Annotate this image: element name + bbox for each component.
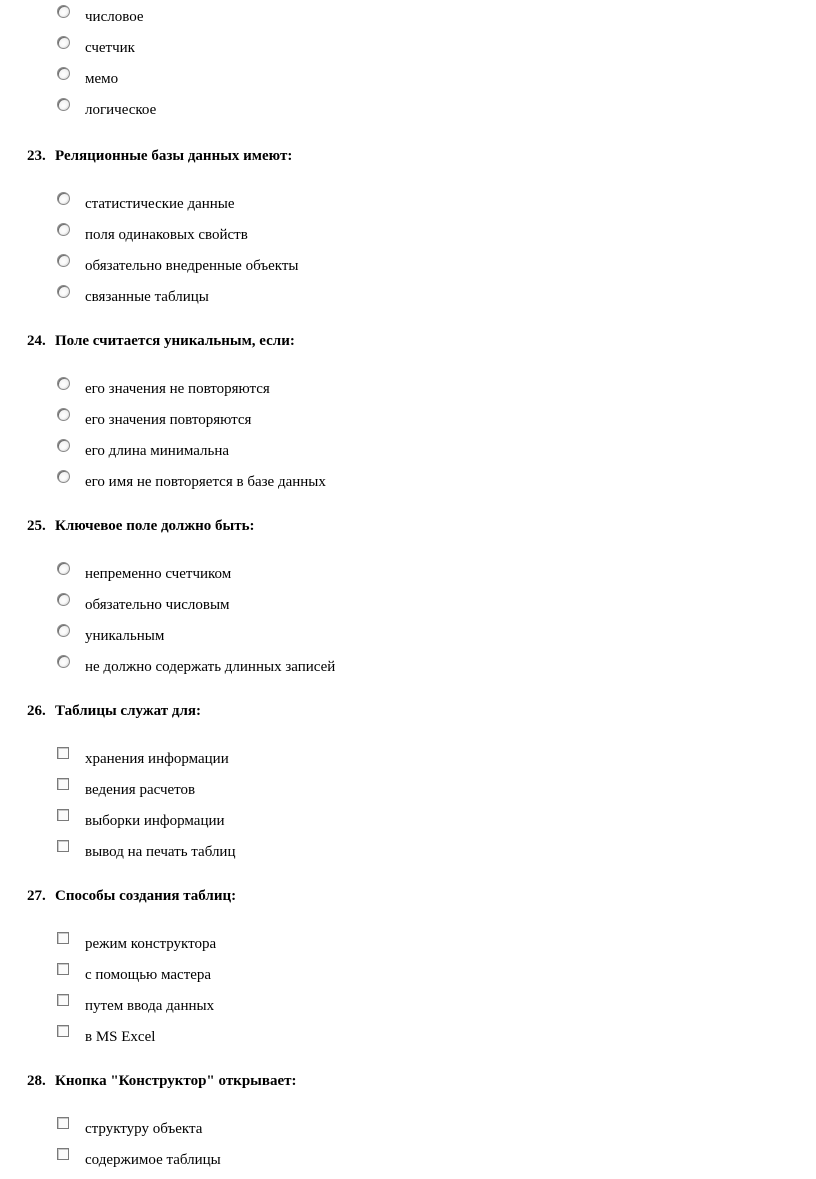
radio-button[interactable] bbox=[57, 36, 70, 49]
checkbox[interactable] bbox=[57, 809, 69, 821]
option-label: мемо bbox=[85, 71, 119, 87]
question-number: 24. bbox=[27, 333, 46, 349]
option-25-1[interactable] bbox=[55, 562, 755, 593]
question-28-heading bbox=[27, 1072, 297, 1090]
option-24-2[interactable] bbox=[55, 408, 755, 439]
option-24-4[interactable] bbox=[55, 470, 755, 501]
radio-button[interactable] bbox=[57, 593, 70, 606]
option-25-4[interactable] bbox=[55, 655, 755, 686]
option-label: хранения информации bbox=[85, 751, 229, 767]
option-label: не должно содержать длинных записей bbox=[85, 659, 336, 675]
question-text: Кнопка "Конструктор" открывает: bbox=[55, 1073, 297, 1089]
option-label: счетчик bbox=[85, 40, 135, 56]
option-label: его значения не повторяются bbox=[85, 381, 270, 397]
option-label: структуру объекта bbox=[85, 1121, 203, 1137]
checkbox[interactable] bbox=[57, 963, 69, 975]
option-22-3[interactable] bbox=[55, 67, 755, 98]
question-number: 26. bbox=[27, 703, 46, 719]
option-label: его значения повторяются bbox=[85, 412, 252, 428]
question-26-heading bbox=[27, 702, 201, 720]
radio-button[interactable] bbox=[57, 439, 70, 452]
option-23-3[interactable] bbox=[55, 254, 755, 285]
question-number: 25. bbox=[27, 518, 46, 534]
checkbox[interactable] bbox=[57, 747, 69, 759]
option-label: ведения расчетов bbox=[85, 782, 196, 798]
checkbox[interactable] bbox=[57, 1025, 69, 1037]
checkbox[interactable] bbox=[57, 994, 69, 1006]
question-text: Ключевое поле должно быть: bbox=[55, 518, 255, 534]
question-25-heading bbox=[27, 517, 255, 535]
option-label: выборки информации bbox=[85, 813, 225, 829]
question-text: Реляционные базы данных имеют: bbox=[55, 148, 293, 164]
option-27-3[interactable] bbox=[55, 994, 755, 1025]
option-label: поля одинаковых свойств bbox=[85, 227, 248, 243]
option-label: содержимое таблицы bbox=[85, 1152, 221, 1168]
option-24-1[interactable] bbox=[55, 377, 755, 408]
radio-button[interactable] bbox=[57, 254, 70, 267]
question-number: 23. bbox=[27, 148, 46, 164]
option-25-3[interactable] bbox=[55, 624, 755, 655]
radio-button[interactable] bbox=[57, 67, 70, 80]
option-23-1[interactable] bbox=[55, 192, 755, 223]
option-28-1[interactable] bbox=[55, 1117, 755, 1148]
question-number: 27. bbox=[27, 888, 46, 904]
radio-button[interactable] bbox=[57, 5, 70, 18]
option-27-2[interactable] bbox=[55, 963, 755, 994]
checkbox[interactable] bbox=[57, 778, 69, 790]
question-text: Поле считается уникальным, если: bbox=[55, 333, 295, 349]
option-label: его длина минимальна bbox=[85, 443, 230, 459]
option-label: с помощью мастера bbox=[85, 967, 212, 983]
option-label: обязательно внедренные объекты bbox=[85, 258, 299, 274]
option-label: путем ввода данных bbox=[85, 998, 215, 1014]
radio-button[interactable] bbox=[57, 285, 70, 298]
question-number: 28. bbox=[27, 1073, 46, 1089]
radio-button[interactable] bbox=[57, 562, 70, 575]
option-26-4[interactable] bbox=[55, 840, 755, 871]
option-23-4[interactable] bbox=[55, 285, 755, 316]
option-27-4[interactable] bbox=[55, 1025, 755, 1056]
question-24-heading bbox=[27, 332, 295, 350]
radio-button[interactable] bbox=[57, 624, 70, 637]
option-25-2[interactable] bbox=[55, 593, 755, 624]
checkbox[interactable] bbox=[57, 932, 69, 944]
option-24-3[interactable] bbox=[55, 439, 755, 470]
radio-button[interactable] bbox=[57, 192, 70, 205]
option-label: режим конструктора bbox=[85, 936, 217, 952]
checkbox[interactable] bbox=[57, 1117, 69, 1129]
option-22-1[interactable] bbox=[55, 5, 755, 36]
radio-button[interactable] bbox=[57, 377, 70, 390]
checkbox[interactable] bbox=[57, 1148, 69, 1160]
option-26-2[interactable] bbox=[55, 778, 755, 809]
question-23-heading bbox=[27, 147, 292, 165]
option-label: связанные таблицы bbox=[85, 289, 209, 305]
option-28-2[interactable] bbox=[55, 1148, 755, 1179]
option-label: логическое bbox=[85, 102, 157, 118]
radio-button[interactable] bbox=[57, 470, 70, 483]
option-26-1[interactable] bbox=[55, 747, 755, 778]
radio-button[interactable] bbox=[57, 655, 70, 668]
radio-button[interactable] bbox=[57, 408, 70, 421]
option-27-1[interactable] bbox=[55, 932, 755, 963]
option-22-4[interactable] bbox=[55, 98, 755, 129]
option-label: числовое bbox=[85, 9, 144, 25]
checkbox[interactable] bbox=[57, 840, 69, 852]
radio-button[interactable] bbox=[57, 223, 70, 236]
option-label: вывод на печать таблиц bbox=[85, 844, 236, 860]
option-22-2[interactable] bbox=[55, 36, 755, 67]
option-label: в MS Excel bbox=[85, 1029, 156, 1045]
option-label: его имя не повторяется в базе данных bbox=[85, 474, 326, 490]
question-text: Способы создания таблиц: bbox=[55, 888, 237, 904]
option-label: непременно счетчиком bbox=[85, 566, 232, 582]
question-text: Таблицы служат для: bbox=[55, 703, 202, 719]
question-27-heading bbox=[27, 887, 236, 905]
option-23-2[interactable] bbox=[55, 223, 755, 254]
option-label: уникальным bbox=[85, 628, 165, 644]
option-label: статистические данные bbox=[85, 196, 235, 212]
option-26-3[interactable] bbox=[55, 809, 755, 840]
option-label: обязательно числовым bbox=[85, 597, 230, 613]
radio-button[interactable] bbox=[57, 98, 70, 111]
